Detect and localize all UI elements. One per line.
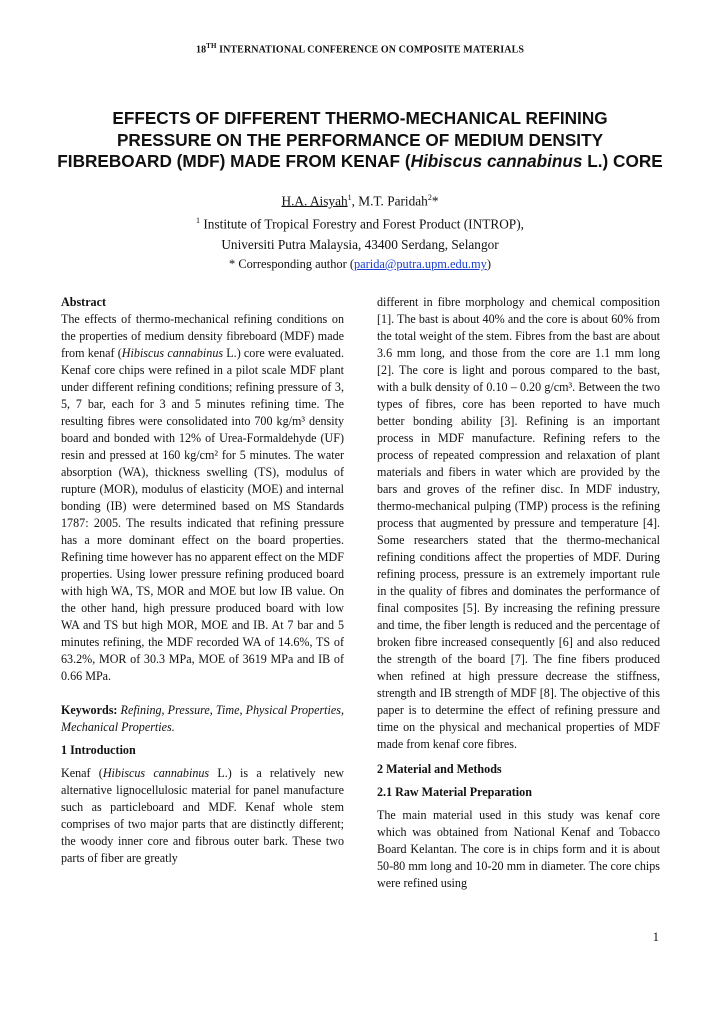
title-line-3-end: L.) CORE	[582, 151, 663, 171]
section-2-heading: 2 Material and Methods	[377, 762, 502, 776]
affiliation-sup: 1	[196, 216, 201, 226]
page-number: 1	[652, 930, 659, 944]
corr-email-link[interactable]: parida@putra.upm.edu.my	[353, 257, 487, 271]
author-2-sup: 2	[427, 193, 432, 202]
title-species: Hibiscus cannabinus	[410, 151, 583, 171]
title-line-3	[30, 151, 690, 173]
intro-species: Hibiscus cannabinus	[102, 766, 210, 780]
author-1-sup: 1	[347, 193, 352, 202]
right-paragraph-2: The main material used in this study was kenaf core which was obtained from National Kenaf and Tobacco Board Kelantan. The core is in chips form and it is about 50-80 mm long and 10-20 mm in diameter. The core chips were refined using	[377, 808, 660, 890]
title-line-2: PRESSURE ON THE PERFORMANCE OF MEDIUM DENSITY	[116, 129, 604, 150]
header-superscript: TH	[206, 42, 217, 50]
author-1: H.A. Aisyah	[281, 193, 348, 209]
abstract-p1: The effects of thermo-mechanical refining conditions on the properties of medium density fibreboard (MDF) made from kenaf (	[61, 312, 344, 360]
right-paragraph-1: different in fibre morphology and chemical composition [1]. The bast is about 40% and the core is about 60% from the total weight of the stem. Fibres from the bast are about 3.6 mm long, and those from the core are 1.1 mm long [2]. The core is light and porous compared to the bast, with a bulk density of 0.10 – 0.20 g/cm³. Between the two types of fibres, core has been reported to have much better bonding ability [3]. Refining is an important process in MDF manufacture. Refining refers to the process of repeated compression and relaxation of plant materials and fibers in water which are provided by the bars and groves of the refiner disc. In MDF industry, thermo-mechanical pulping (TMP) process is the refining process that augmented by pressure and temperature [4]. Some researchers stated that the thermo-mechanical refining conditions affect the properties of MDF. During refining process, pressure is an extremely important rule in the quality of fibres and dominates the performance of final composites [5]. By increasing the refining pressure and time, the fiber length is reduced and the percentage of broken fibre increased consequently [6] and also reduced the strength of the board [7]. The fine fibers produced when refined at high pressure decrease the stiffness, strength and IB strength of MDF [8]. The objective of this paper is to determine the effect of refining pressure and time on the physical and mechanical properties of MDF made from kenaf core fibres.	[377, 295, 660, 751]
corr-prefix: * Corresponding author (	[229, 257, 354, 271]
header-number: 18	[195, 44, 207, 56]
left-column	[61, 294, 344, 867]
author-block	[0, 188, 720, 255]
corresponding-author	[0, 257, 720, 272]
paper-title	[30, 108, 690, 173]
affiliation-line-1	[0, 211, 720, 234]
abstract-species: Hibiscus cannabinus	[121, 346, 224, 360]
keywords-text: Refining, Pressure, Time, Physical Properties, Mechanical Properties.	[61, 703, 344, 734]
author-separator: , M.T. Paridah	[351, 193, 428, 209]
header-text: INTERNATIONAL CONFERENCE ON COMPOSITE MATERIALS	[216, 44, 525, 56]
corr-suffix: )	[486, 257, 491, 271]
keywords	[61, 702, 344, 736]
intro-start: Kenaf (	[61, 766, 103, 780]
running-header	[0, 42, 720, 55]
author-2-mark: *	[431, 193, 439, 209]
abstract-p1-rest: L.) core were evaluated. Kenaf core chips were refined in a pilot scale MDF plant under different refining conditions; refining pressure of 3, 5, 7 bar, each for 3 and 5 minutes refining time. The resulting fibres were consolidated into 700 kg/m³ density board and bonded with 12% of Urea-Formaldehyde (UF) resin and pressed at 160 kg/cm² for 5 minutes. The water absorption (WA), thickness swelling (TS), modulus of rupture (MOR), modulus of elasticity (MOE) and internal bonding (IB) were determined based on MS Standards 1787: 2005. The results indicated that refining pressure has a more dominant effect on the board properties. Refining time however has no apparent effect on the MDF properties. Using lower pressure refining produced board with high WA, TS, MOR and MOE but low IB value. On the other hand, high pressure produced board with low WA and TS but high MOR, MOE and IB. At 7 bar and 5 minutes refining, the MDF recorded WA of 14.6%, TS of 63.2%, MOR of 30.3 MPa, MOE of 3619 MPa and IB of 0.66 MPa.	[61, 346, 344, 683]
keywords-label: Keywords:	[61, 703, 118, 717]
introduction-text	[61, 765, 344, 867]
abstract-heading: Abstract	[61, 295, 107, 309]
title-line-1: EFFECTS OF DIFFERENT THERMO-MECHANICAL REFINING	[112, 108, 608, 128]
affiliation-line-2: Universiti Putra Malaysia, 43400 Serdang, Selangor	[221, 236, 499, 252]
author-line	[0, 188, 720, 211]
affiliation-text-1: Institute of Tropical Forestry and Forest Product (INTROP),	[200, 216, 524, 232]
section-2-1-heading: 2.1 Raw Material Preparation	[377, 785, 532, 799]
right-column	[377, 294, 660, 892]
introduction-heading: 1 Introduction	[61, 743, 136, 757]
intro-rest: L.) is a relatively new alternative lignocellulosic material for panel manufacture such as particleboard and MDF. Kenaf whole stem comprises of two major parts that are distinctly different; the woody inner core and fibrous outer bark. These two parts of fiber are greatly	[61, 766, 344, 865]
title-line-3-start: FIBREBOARD (MDF) MADE FROM KENAF (	[57, 151, 411, 171]
abstract-text	[61, 311, 344, 685]
